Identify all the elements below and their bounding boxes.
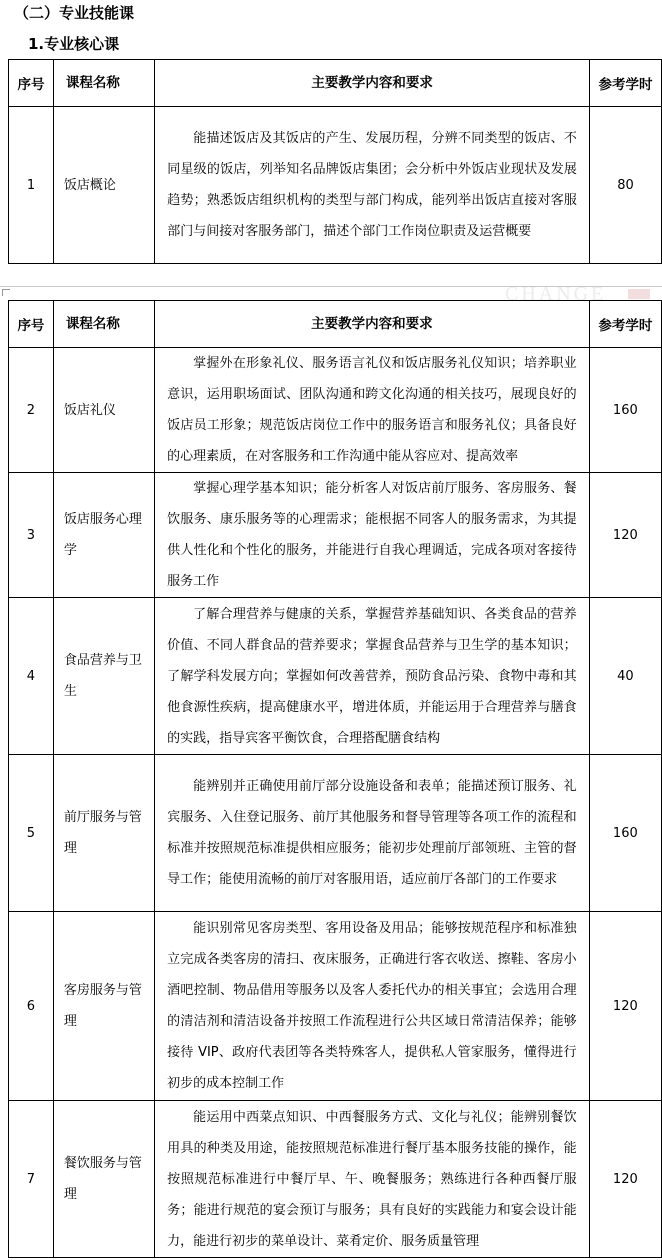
course-name: 饭店服务心理学 — [53, 473, 154, 598]
course-hours: 120 — [589, 912, 661, 1101]
course-no: 1 — [9, 107, 54, 264]
course-hours: 120 — [589, 473, 661, 598]
header-course-name: 课程名称 — [53, 60, 154, 107]
table-header-row — [9, 301, 662, 348]
course-hours: 40 — [589, 598, 661, 755]
course-name: 食品营养与卫生 — [53, 598, 154, 755]
course-name: 前厅服务与管理 — [53, 755, 154, 912]
sub-heading: 1.专业核心课 — [28, 35, 120, 53]
course-content: 能描述饭店及其饭店的产生、发展历程，分辨不同类型的饭店、不同星级的饭店，列举知名品牌饭店集团；会分析中外饭店业现状及发展趋势；熟悉饭店组织机构的类型与部门构成，能列举出饭店直接对客服部门与间接对客服务部门，描述个部门工作岗位职责及运营概要 — [155, 107, 590, 264]
course-content: 掌握外在形象礼仪、服务语言礼仪和饭店服务礼仪知识；培养职业意识，运用职场面试、团队沟通和跨文化沟通的相关技巧，展现良好的饭店员工形象；规范饭店岗位工作中的服务语言和服务礼仪；具备良好的心理素质，在对客服务和工作沟通中能从容应对、提高效率 — [155, 348, 590, 473]
table-row — [9, 912, 662, 1101]
core-course-table-2 — [8, 300, 662, 1258]
watermark-text: CHANGE — [505, 283, 607, 305]
header-no: 序号 — [9, 60, 54, 107]
course-content: 了解合理营养与健康的关系，掌握营养基础知识、各类食品的营养价值、不同人群食品的营养要求；掌握食品营养与卫生学的基本知识；了解学科发展方向；掌握如何改善营养，预防食品污染、食物中毒和其他食源性疾病，提高健康水平，增进体质，并能运用于合理营养与膳食的实践，指导宾客平衡饮食，合理搭配膳食结构 — [155, 598, 590, 755]
header-content: 主要教学内容和要求 — [155, 60, 590, 107]
page-corner-mark — [2, 289, 10, 296]
course-content: 掌握心理学基本知识；能分析客人对饭店前厅服务、客房服务、餐饮服务、康乐服务等的心理需求；能根据不同客人的服务需求，为其提供人性化和个性化的服务，并能进行自我心理调适，完成各项对客接待服务工作 — [155, 473, 590, 598]
table-row — [9, 473, 662, 598]
header-course-name: 课程名称 — [53, 301, 154, 348]
course-content: 能辨别并正确使用前厅部分设施设备和表单；能描述预订服务、礼宾服务、入住登记服务、前厅其他服务和督导管理等各项工作的流程和标准并按照规范标准提供相应服务；能初步处理前厅部领班、主管的督导工作；能使用流畅的前厅对客服用语，适应前厅各部门的工作要求 — [155, 755, 590, 912]
course-name: 客房服务与管理 — [53, 912, 154, 1101]
course-hours: 160 — [589, 755, 661, 912]
course-name: 餐饮服务与管理 — [53, 1101, 154, 1258]
course-name: 饭店礼仪 — [53, 348, 154, 473]
header-content: 主要教学内容和要求 — [155, 301, 590, 348]
course-hours: 120 — [589, 1101, 661, 1258]
table-row — [9, 107, 662, 264]
course-content: 能识别常见客房类型、客用设备及用品；能够按规范程序和标准独立完成各类客房的清扫、夜床服务，正确进行客衣收送、擦鞋、客房小酒吧控制、物品借用等服务以及客人委托代办的相关事宜；会选用合理的清洁剂和清洁设备并按照工作流程进行公共区域日常清洁保养；能够接待 VIP、政府代表团等各类特殊客人，提供私人管家服务，懂得进行初步的成本控制工作 — [155, 912, 590, 1101]
course-no: 3 — [9, 473, 54, 598]
table-row — [9, 348, 662, 473]
course-hours: 160 — [589, 348, 661, 473]
table-row — [9, 1101, 662, 1258]
course-no: 5 — [9, 755, 54, 912]
table-row — [9, 598, 662, 755]
course-hours: 80 — [589, 107, 661, 264]
table-row — [9, 755, 662, 912]
header-hours: 参考学时 — [589, 301, 661, 348]
header-hours: 参考学时 — [589, 60, 661, 107]
course-name: 饭店概论 — [53, 107, 154, 264]
course-no: 2 — [9, 348, 54, 473]
section-heading: （二）专业技能课 — [14, 4, 135, 22]
course-no: 6 — [9, 912, 54, 1101]
table-header-row — [9, 60, 662, 107]
seal-mark — [628, 289, 650, 299]
course-content: 能运用中西菜点知识、中西餐服务方式、文化与礼仪；能辨别餐饮用具的种类及用途，能按照规范标准进行餐厅基本服务技能的操作，能按照规范标准进行中餐厅早、午、晚餐服务；熟练进行各种西餐厅服务；能进行规范的宴会预订与服务；具有良好的实践能力和宴会设计能力，能进行初步的菜单设计、菜肴定价、服务质量管理 — [155, 1101, 590, 1258]
course-no: 4 — [9, 598, 54, 755]
core-course-table-1 — [8, 59, 662, 264]
header-no: 序号 — [9, 301, 54, 348]
course-no: 7 — [9, 1101, 54, 1258]
